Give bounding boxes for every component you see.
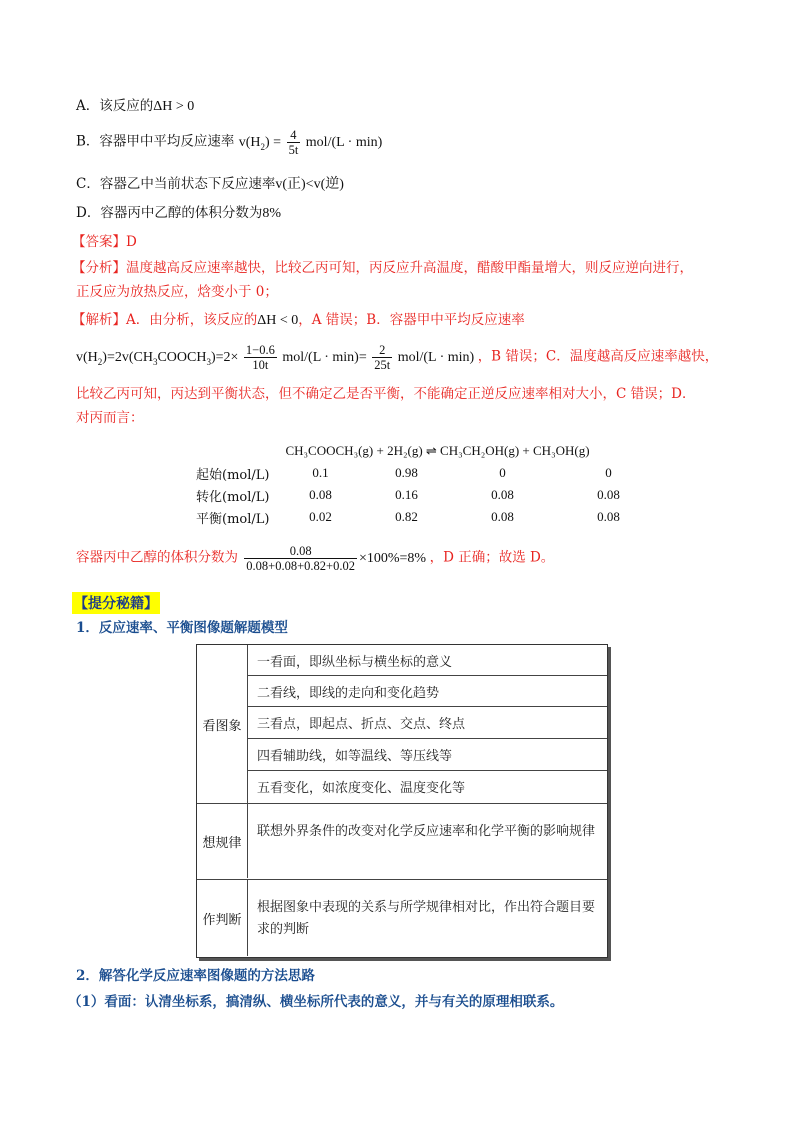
table-cell: 0.16: [395, 487, 418, 502]
eq-sub-2: 3: [152, 356, 158, 367]
tips-title: 【提分秘籍】: [72, 592, 160, 614]
table-row: [196, 462, 661, 484]
model-divider: [197, 879, 607, 880]
eq-mid-4: mol/(L · min)=: [282, 349, 367, 365]
explanation-text-4: 对丙而言：: [76, 410, 144, 426]
explanation-line-1: [72, 310, 525, 331]
equilibrium-equation-row: [196, 440, 661, 462]
option-c-text: C．容器乙中当前状态下反应速率: [76, 176, 276, 192]
explanation-equation-line: [76, 343, 718, 372]
analysis-label: 【分析】: [72, 260, 126, 276]
model-category-2: 想规律: [197, 804, 248, 878]
explanation-label: 【解析】: [72, 312, 126, 328]
model-divider: [197, 803, 607, 804]
explanation-text-1: A．由分析，该反应的: [126, 312, 258, 328]
option-b-math-left: v(H: [238, 134, 261, 150]
row-label: 起始(mol/L): [196, 467, 270, 483]
explanation-text-1-rest: ，A 错误；B．容器甲中平均反应速率: [298, 312, 525, 328]
equilibrium-blank: [196, 440, 277, 462]
analysis-text-2: 正反应为放热反应，焓变小于 0；: [76, 284, 278, 300]
eq-frac2-den: 25t: [374, 358, 391, 372]
solving-model-table: [196, 644, 608, 958]
option-a: [76, 96, 194, 117]
table-cell: 0: [605, 465, 612, 480]
option-d-text: D．容器丙中乙醇的体积分数为: [76, 205, 263, 221]
row-label: 转化(mol/L): [196, 489, 270, 505]
option-b-frac-den: 5t: [288, 143, 299, 157]
eq-mid-3: )=2×: [210, 349, 239, 365]
equilibrium-table: [196, 440, 661, 528]
eq-start: v(H: [76, 349, 98, 365]
conclusion-frac-num: 0.08: [289, 544, 312, 558]
eq-mid-1: )=2v(CH: [102, 349, 153, 365]
answer-line: [72, 232, 137, 252]
table-cell: 0: [499, 465, 506, 480]
explanation-text-3: 比较乙丙可知，丙达到平衡状态，但不确定乙是否平衡，不能确定正逆反应速率相对大小，C 错误；D．: [76, 386, 696, 402]
conclusion-math: [242, 544, 429, 573]
conclusion-fraction: [244, 544, 357, 573]
table-cell: 0.08: [309, 487, 332, 502]
option-a-math: ΔH > 0: [153, 99, 195, 114]
table-cell: 0.08: [597, 509, 620, 524]
table-cell: 0.08: [491, 509, 514, 524]
option-b-unit: mol/(L · min): [305, 134, 383, 150]
eq-sub-1: 2: [97, 356, 103, 367]
explanation-line-4: [76, 408, 144, 428]
eq-fraction-1: [244, 343, 277, 372]
model-category-2-text: 联想外界条件的改变对化学反应速率和化学平衡的影响规律: [257, 824, 596, 839]
tips-item-1: （1）看面：认清坐标系，搞清纵、横坐标所代表的意义，并与有关的原理相联系。: [68, 994, 564, 1010]
table-cell: 0.02: [309, 509, 332, 524]
table-row: [196, 506, 661, 528]
eq-frac1-den: 10t: [244, 357, 277, 372]
model-item: 一看面，即纵坐标与横坐标的意义: [247, 645, 607, 676]
eq-end: mol/(L · min): [397, 349, 475, 365]
explanation-text-2: ，B 错误；C．温度越高反应速率越快，: [477, 348, 719, 365]
answer-label: 【答案】: [72, 234, 126, 250]
option-b: [76, 128, 382, 157]
conclusion-frac-den: 0.08+0.08+0.82+0.02: [246, 559, 355, 573]
model-category-3-text: 根据图象中表现的关系与所学规律相对比，作出符合题目要求的判断: [257, 900, 596, 937]
option-c-math: v(正)<v(逆): [275, 177, 344, 192]
eq-frac1-num: 1−0.6: [245, 343, 275, 357]
option-b-math: [238, 128, 383, 157]
option-b-text: B．容器甲中平均反应速率: [76, 133, 235, 150]
option-b-fraction: [287, 128, 301, 157]
table-cell: 0.98: [395, 465, 418, 480]
analysis-text-1: 温度越高反应速率越快，比较乙丙可知，丙反应升高温度，醋酸甲酯量增大，则反应逆向进行，: [126, 260, 693, 276]
table-cell: 0.08: [491, 487, 514, 502]
model-item: 五看变化，如浓度变化、温度变化等: [257, 781, 466, 796]
conclusion-line: [76, 544, 554, 573]
explanation-line-3: [76, 384, 695, 404]
eq-fraction-2: [372, 343, 392, 372]
eq-mid-2: COOCH: [157, 349, 207, 365]
answer-value: D: [126, 234, 137, 250]
eq-sub-3: 3: [206, 356, 211, 367]
option-d: [76, 203, 281, 224]
row-label: 平衡(mol/L): [196, 511, 270, 527]
model-category-3: 作判断: [197, 880, 248, 956]
equilibrium-equation: CH₃COOCH₃(g) + 2H₂(g) ⇌ CH₃CH₂OH(g) + CH₃OH(g): [285, 443, 590, 458]
model-item: 二看线，即线的走向和变化趋势: [247, 676, 607, 707]
option-a-text: A．该反应的: [76, 98, 154, 114]
option-d-math: 8%: [262, 206, 281, 221]
option-b-math-sub: 2: [260, 141, 265, 152]
analysis-line-2: [76, 282, 278, 302]
conclusion-math-rest: ×100%=8%: [358, 550, 427, 566]
model-category-1: 看图象: [197, 645, 248, 803]
table-row: [196, 484, 661, 506]
tips-heading-1: 1．反应速率、平衡图像题解题模型: [76, 620, 288, 636]
table-cell: 0.1: [312, 465, 329, 480]
option-c: [76, 174, 344, 195]
conclusion-end: ，D 正确；故选 D。: [429, 549, 555, 566]
tips-heading-2: 2．解答化学反应速率图像题的方法思路: [76, 968, 315, 984]
model-item: 三看点，即起点、折点、交点、终点: [247, 707, 607, 739]
option-b-math-right: ) =: [265, 134, 282, 150]
conclusion-text: 容器丙中乙醇的体积分数为: [76, 549, 238, 566]
table-cell: 0.82: [395, 509, 418, 524]
eq-frac2-num: 2: [379, 343, 386, 357]
model-item: 四看辅助线，如等温线、等压线等: [247, 739, 607, 771]
option-b-frac-num: 4: [290, 128, 297, 142]
explanation-equation: [76, 343, 478, 372]
table-cell: 0.08: [597, 487, 620, 502]
explanation-math-1: ΔH < 0: [257, 313, 299, 328]
analysis-line-1: [72, 258, 693, 278]
